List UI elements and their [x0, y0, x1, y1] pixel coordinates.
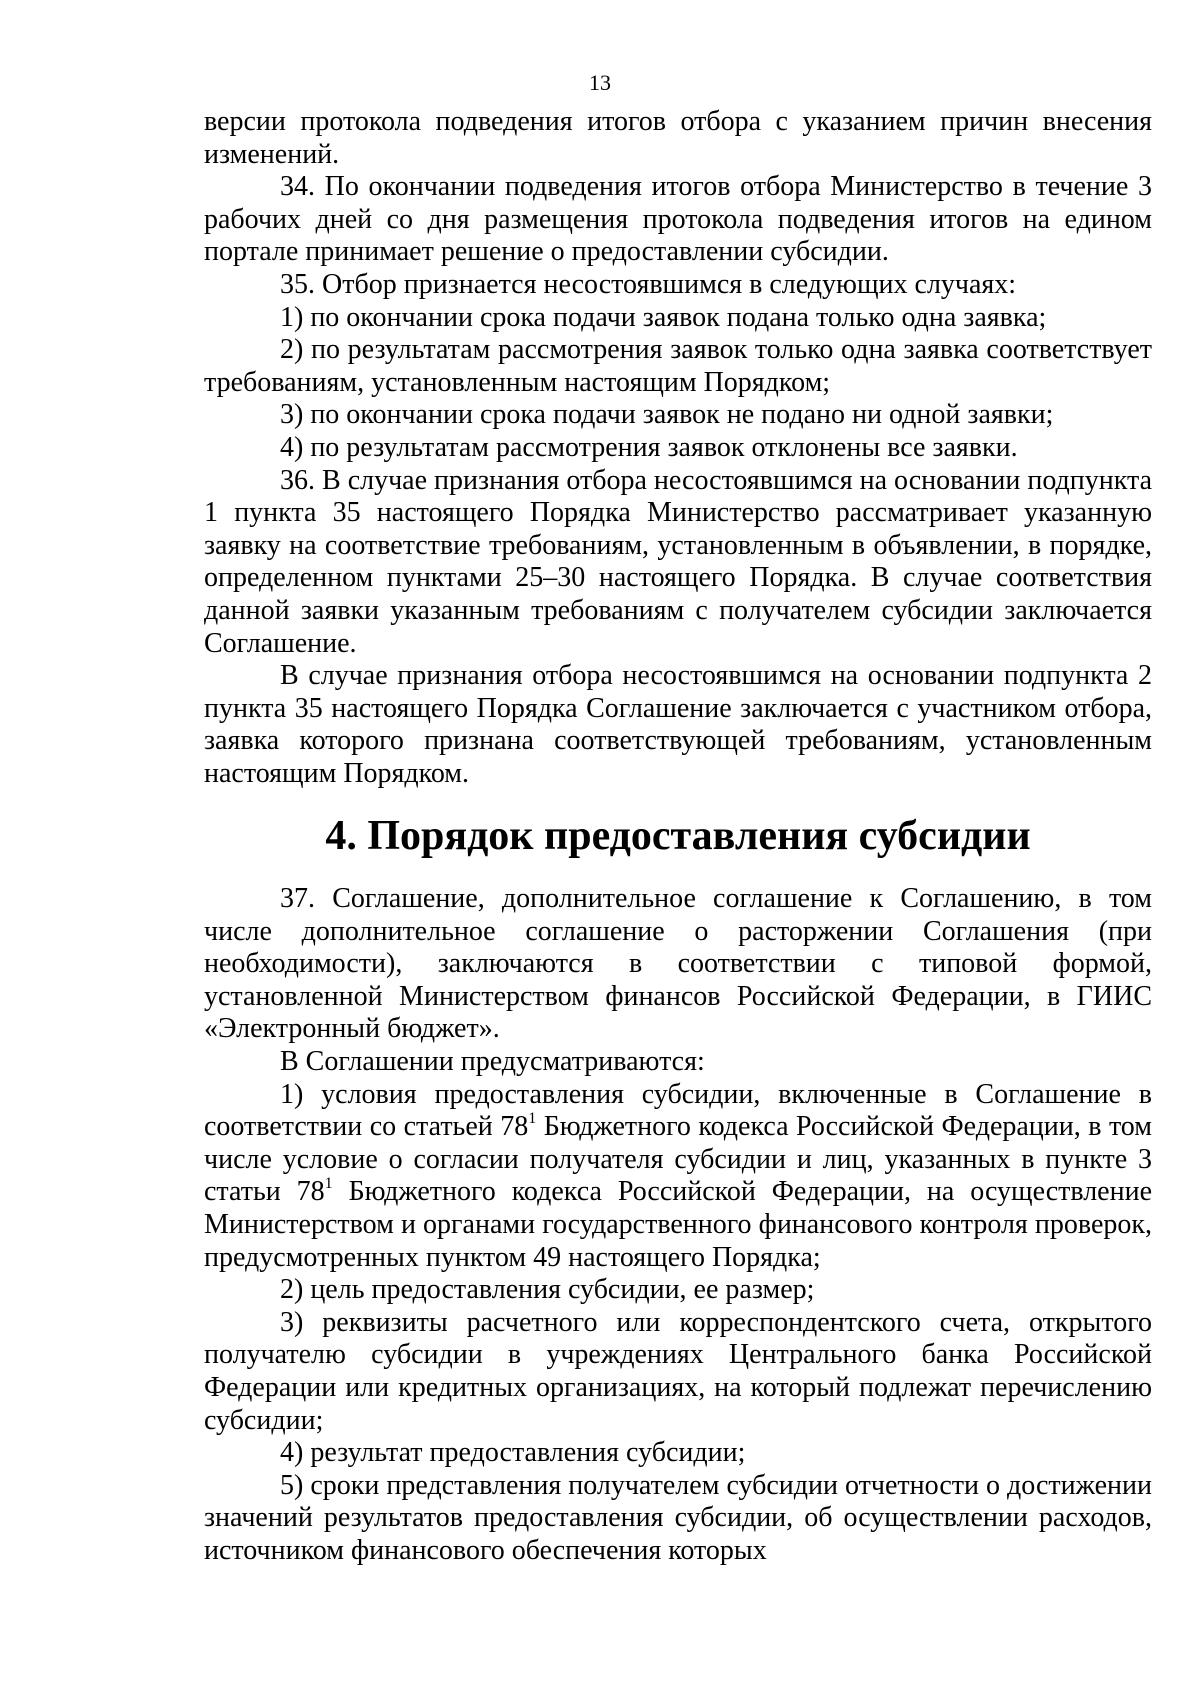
paragraph-35-item-1: 1) по окончании срока подачи заявок подана только одна заявка;	[280, 301, 1047, 333]
document-body	[204, 106, 1152, 1568]
paragraph-37: 37. Соглашение, дополнительное соглашение к Соглашению, в том числе дополнительное соглашение о расторжении Соглашения (при необходимости), заключаются в соответствии с типовой формой, установленной Министерством финансов Российской Федерации, в ГИИС «Электронный бюджет».	[204, 883, 1152, 1045]
paragraph-37-item-4: 4) результат предоставления субсидии;	[280, 1437, 746, 1469]
paragraph-37-item-2: 2) цель предоставления субсидии, ее размер;	[280, 1274, 815, 1306]
paragraph-37-intro: В Соглашении предусматриваются:	[280, 1046, 705, 1078]
paragraph-35-item-4: 4) по результатам рассмотрения заявок отклонены все заявки.	[280, 431, 1018, 463]
superscript-1: 1	[528, 1110, 537, 1128]
paragraph-37-item-5: 5) сроки представления получателем субсидии отчетности о достижении значений результатов предоставления субсидии, об осуществлении расходов, источником финансового обеспечения которых	[204, 1469, 1152, 1566]
paragraph-35: 35. Отбор признается несостоявшимся в следующих случаях:	[280, 268, 1017, 300]
paragraph-34: 34. По окончании подведения итогов отбора Министерство в течение 3 рабочих дней со дня размещения протокола подведения итогов на едином портале принимает решение о предоставлении субсидии.	[204, 171, 1152, 268]
paragraph-35-item-2: 2) по результатам рассмотрения заявок только одна заявка соответствует требованиям, установленным настоящим Порядком;	[204, 334, 1152, 398]
paragraph-35-item-3: 3) по окончании срока подачи заявок не подано ни одной заявки;	[280, 399, 1054, 431]
paragraph-36: 36. В случае признания отбора несостоявшимся на основании подпункта 1 пункта 35 настоящего Порядка Министерство рассматривает указанную заявку на соответствие требованиям, установленным в объявлении, в порядке, определенном пунктами 25–30 настоящего Порядка. В случае соответствия данной заявки указанным требованиям с получателем субсидии заключается Соглашение.	[204, 464, 1152, 659]
item-1-text-part-3: Бюджетного кодекса Российской Федерации, на осуществление Министерством и органами государственного финансового контроля проверок, предусмотренных пунктом 49 настоящего Порядка;	[204, 1176, 1153, 1273]
paragraph-37-item-3: 3) реквизиты расчетного или корреспондентского счета, открытого получателю субсидии в учреждениях Центрального банка Российской Федерации или кредитных организациях, на который подлежат перечислению субсидии;	[204, 1306, 1152, 1436]
page-number: 13	[589, 70, 611, 95]
superscript-2: 1	[324, 1175, 333, 1193]
paragraph-37-item-1	[204, 1079, 1152, 1275]
paragraph-36-second: В случае признания отбора несостоявшимся на основании подпункта 2 пункта 35 настоящего Порядка Соглашение заключается с участником отбора, заявка которого признана соответствующей требованиям, установленным настоящим Порядком.	[204, 660, 1152, 789]
paragraph-continuation: версии протокола подведения итогов отбора с указанием причин внесения изменений.	[204, 106, 1152, 170]
item-1-text-part-2: Бюджетного кодекса Российской Федерации, в том числе условие о согласии получателя субсидии и лиц, указанных в пункте 3 статьи 78	[204, 1111, 1152, 1208]
item-1-text-part-1: 1) условия предоставления субсидии, включенные в Соглашение в соответствии со статьей 78	[204, 1078, 1152, 1143]
section-heading-4: 4. Порядок предоставления субсидии	[325, 813, 1031, 860]
